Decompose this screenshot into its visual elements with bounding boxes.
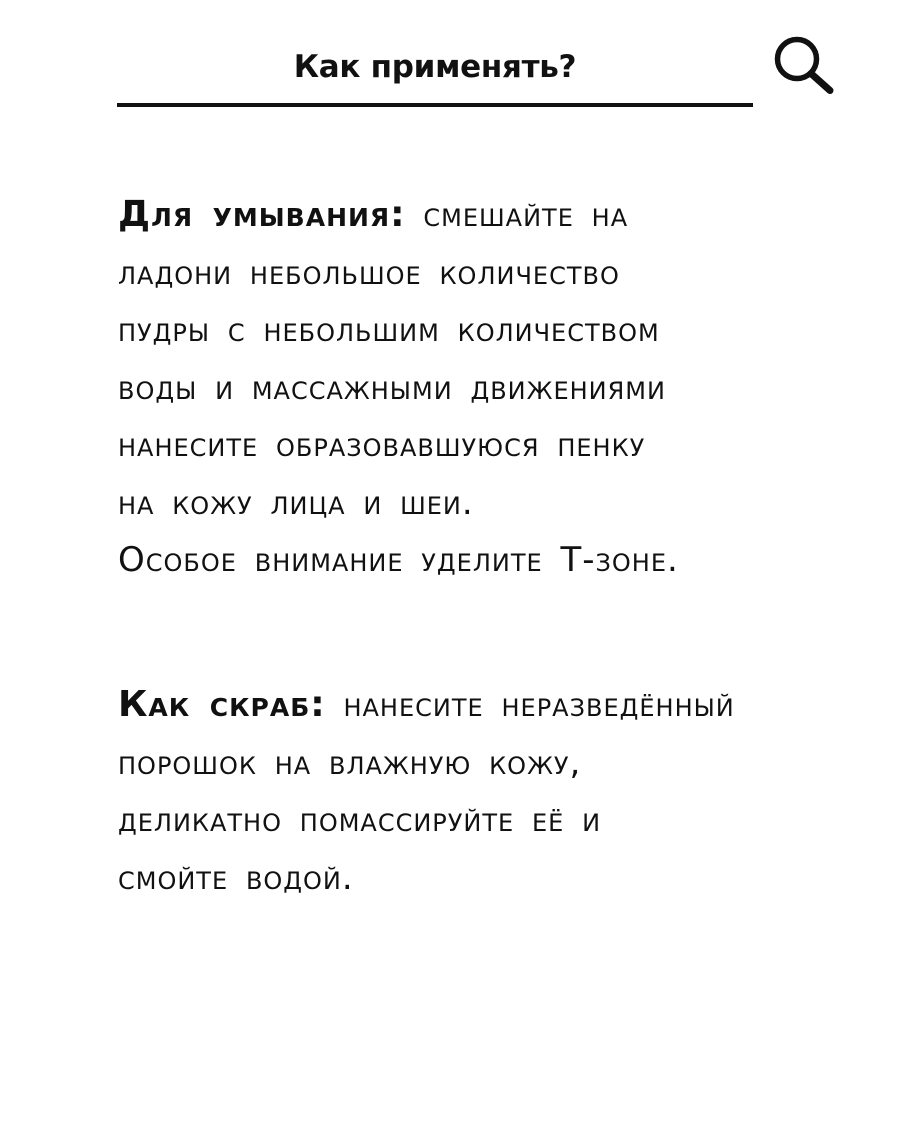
page-title: Как применять? bbox=[293, 49, 577, 85]
text-line bbox=[118, 676, 818, 735]
section-text: нанесите неразведённый bbox=[343, 685, 735, 725]
text-line: порошок на влажную кожу, bbox=[118, 742, 582, 783]
title-underline bbox=[117, 103, 753, 107]
section-label: Как скраб: bbox=[118, 684, 326, 725]
section-label: Для умывания: bbox=[118, 194, 406, 235]
section-text: смешайте на bbox=[423, 195, 629, 235]
search-icon bbox=[770, 32, 840, 98]
text-line: деликатно помассируйте её и bbox=[118, 800, 602, 840]
text-line: пудры с небольшим количеством bbox=[118, 310, 660, 350]
search-button[interactable] bbox=[770, 32, 840, 98]
text-line bbox=[118, 186, 818, 245]
text-line: Особое внимание уделите Т-зоне. bbox=[118, 540, 679, 580]
text-line: на кожу лица и шеи. bbox=[118, 482, 474, 523]
text-line: смойте водой. bbox=[118, 857, 354, 898]
section-scrub bbox=[118, 676, 818, 907]
text-line: нанесите образовавшуюся пенку bbox=[118, 425, 646, 465]
text-line: ладони небольшое количество bbox=[118, 252, 620, 293]
text-line: воды и массажными движениями bbox=[118, 367, 666, 408]
page-header bbox=[0, 0, 900, 120]
section-face-wash bbox=[118, 186, 818, 590]
